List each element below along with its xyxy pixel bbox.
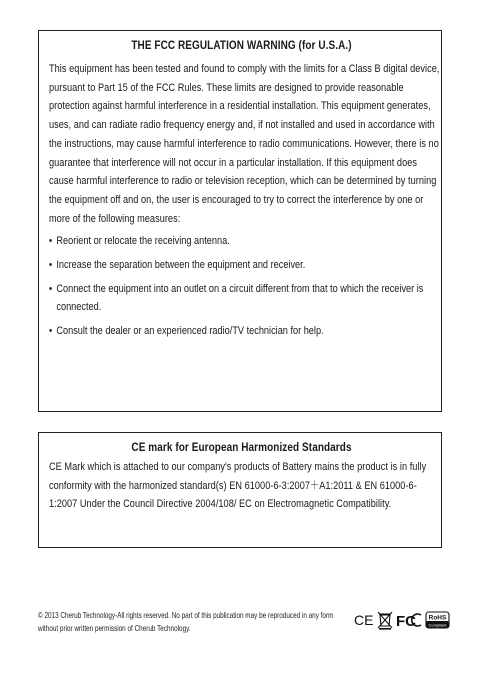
rohs-compliant-text: Compliant [428, 622, 447, 628]
ce-mark-text: CE [354, 612, 374, 628]
fcc-logo-icon [396, 613, 421, 630]
fcc-title: THE FCC REGULATION WARNING (for U.S.A.) [131, 39, 352, 52]
ce-mark-box [38, 432, 442, 548]
ce-title: CE mark for European Harmonized Standards [131, 441, 352, 454]
weee-bin-icon [378, 612, 392, 630]
list-item: • Increase the separation between the equipment and receiver. [49, 256, 442, 274]
list-item: • Reorient or relocate the receiving antenna. [49, 232, 442, 250]
fcc-warning-box [38, 30, 442, 412]
list-item: • Connect the equipment into an outlet on a circuit different from that to which the receiver is connected. [49, 280, 442, 316]
ce-logo-icon [354, 612, 373, 628]
fcc-body: This equipment has been tested and found to comply with the limits for a Class B digital device, pursuant to Part 15 of the FCC Rules. These limits are designed to provide reasonable protection against harmful interference in a residential installation. This equipment generates, uses, and can radiate radio frequency energy and, if not installed and used in accordance with the instructions, may cause harmful interference to radio communications. However, there is no guarantee that interference will not occur in a particular installation. If this equipment does cause harmful interference to radio or television reception, which can be determined by turning the equipment off and on, the user is encouraged to try to correct the interference by one or more of the following measures: [49, 63, 440, 225]
copyright-notice: © 2013 Cherub Technology-All rights reserved. No part of this publication may be reproduced in any form without prior written permission of Cherub Technology. [38, 610, 334, 633]
fcc-mark-text: FC [396, 613, 416, 630]
ce-body: CE Mark which is attached to our company's products of Battery mains the product is in fully conformity with the harmonized standard(s) EN 61000-6-3:2007＋A1:2011 & EN 61000-6-1:2007 Under the Council Directive 2004/108/ EC on Electromagnetic Compatibility. [49, 461, 427, 511]
certification-logos [354, 610, 450, 630]
rohs-text: RoHS [428, 614, 447, 622]
rohs-logo-icon [426, 612, 449, 628]
list-item: • Consult the dealer or an experienced radio/TV technician for help. [49, 322, 442, 340]
fcc-measures-list [49, 232, 434, 340]
